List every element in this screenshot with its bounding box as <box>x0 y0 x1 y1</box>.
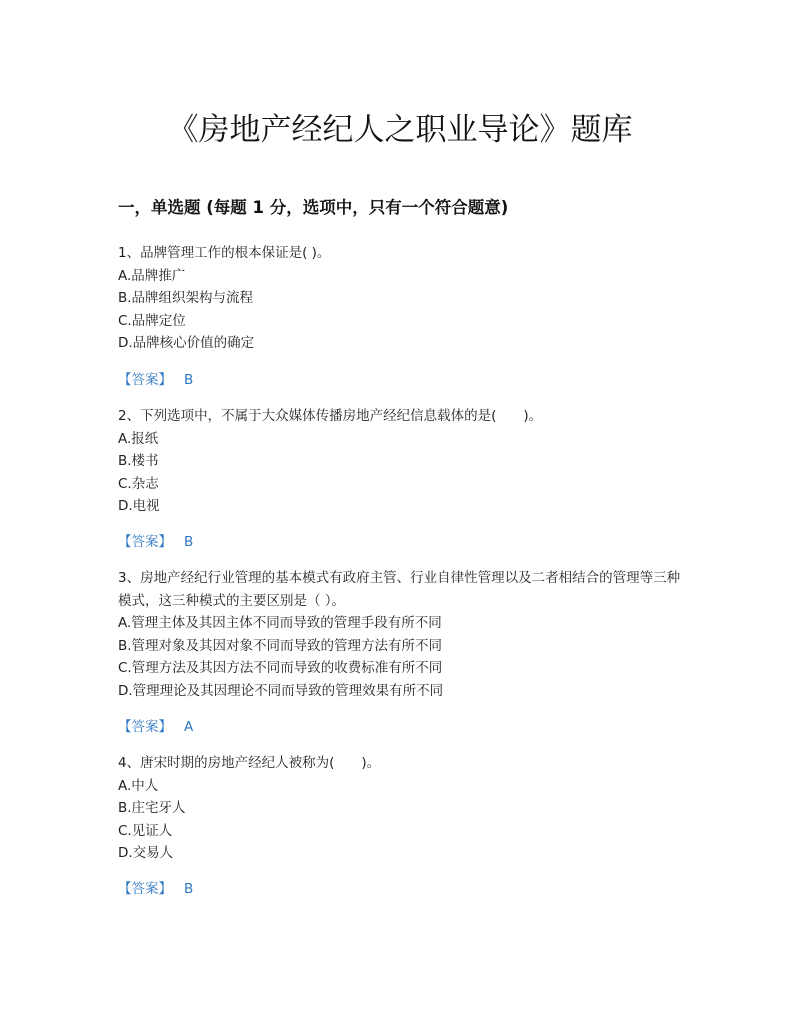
answer-label: 【答案】 <box>118 719 172 735</box>
question-4 <box>118 752 688 865</box>
option-d: D.品牌核心价值的确定 <box>118 335 255 351</box>
option-a: A.品牌推广 <box>118 267 186 284</box>
answer-row-3 <box>118 716 193 738</box>
option-d: D.交易人 <box>118 845 174 861</box>
answer-row-4 <box>118 878 193 900</box>
question-stem: 2、下列选项中，不属于大众媒体传播房地产经纪信息载体的是( )。 <box>118 408 543 424</box>
question-stem: 3、房地产经纪行业管理的基本模式有政府主管、行业自律性管理以及二者相结合的管理等三种模式，这三种模式的主要区别是（ ）。 <box>118 570 681 609</box>
option-d: D.管理理论及其因理论不同而导致的管理效果有所不同 <box>118 682 444 699</box>
answer-label: 【答案】 <box>118 881 172 897</box>
option-a: A.中人 <box>118 777 159 794</box>
question-stem: 1、品牌管理工作的根本保证是( )。 <box>118 245 331 261</box>
option-c: C.见证人 <box>118 822 173 839</box>
answer-label: 【答案】 <box>118 372 172 388</box>
option-a: A.报纸 <box>118 430 159 447</box>
answer-label: 【答案】 <box>118 534 172 550</box>
option-c: C.管理方法及其因方法不同而导致的收费标准有所不同 <box>118 660 443 676</box>
answer-row-2 <box>118 531 193 553</box>
option-c: C.杂志 <box>118 475 159 492</box>
answer-value: A <box>184 719 194 735</box>
question-3 <box>118 567 688 702</box>
option-a: A.管理主体及其因主体不同而导致的管理手段有所不同 <box>118 615 442 631</box>
answer-row-1 <box>118 369 193 391</box>
option-b: B.楼书 <box>118 453 159 469</box>
answer-value: B <box>184 372 194 388</box>
option-c: C.品牌定位 <box>118 312 186 329</box>
answer-value: B <box>184 534 194 550</box>
section-heading: 一，单选题 (每题 1 分，选项中，只有一个符合题意) <box>118 198 509 217</box>
question-1 <box>118 242 688 355</box>
answer-value: B <box>184 881 194 897</box>
option-b: B.管理对象及其因对象不同而导致的管理方法有所不同 <box>118 637 443 654</box>
document-title: 《房地产经纪人之职业导论》题库 <box>167 112 633 148</box>
option-d: D.电视 <box>118 498 160 514</box>
question-2 <box>118 405 688 518</box>
option-b: B.庄宅牙人 <box>118 800 186 816</box>
option-b: B.品牌组织架构与流程 <box>118 290 254 306</box>
question-stem: 4、唐宋时期的房地产经纪人被称为( )。 <box>118 755 381 771</box>
